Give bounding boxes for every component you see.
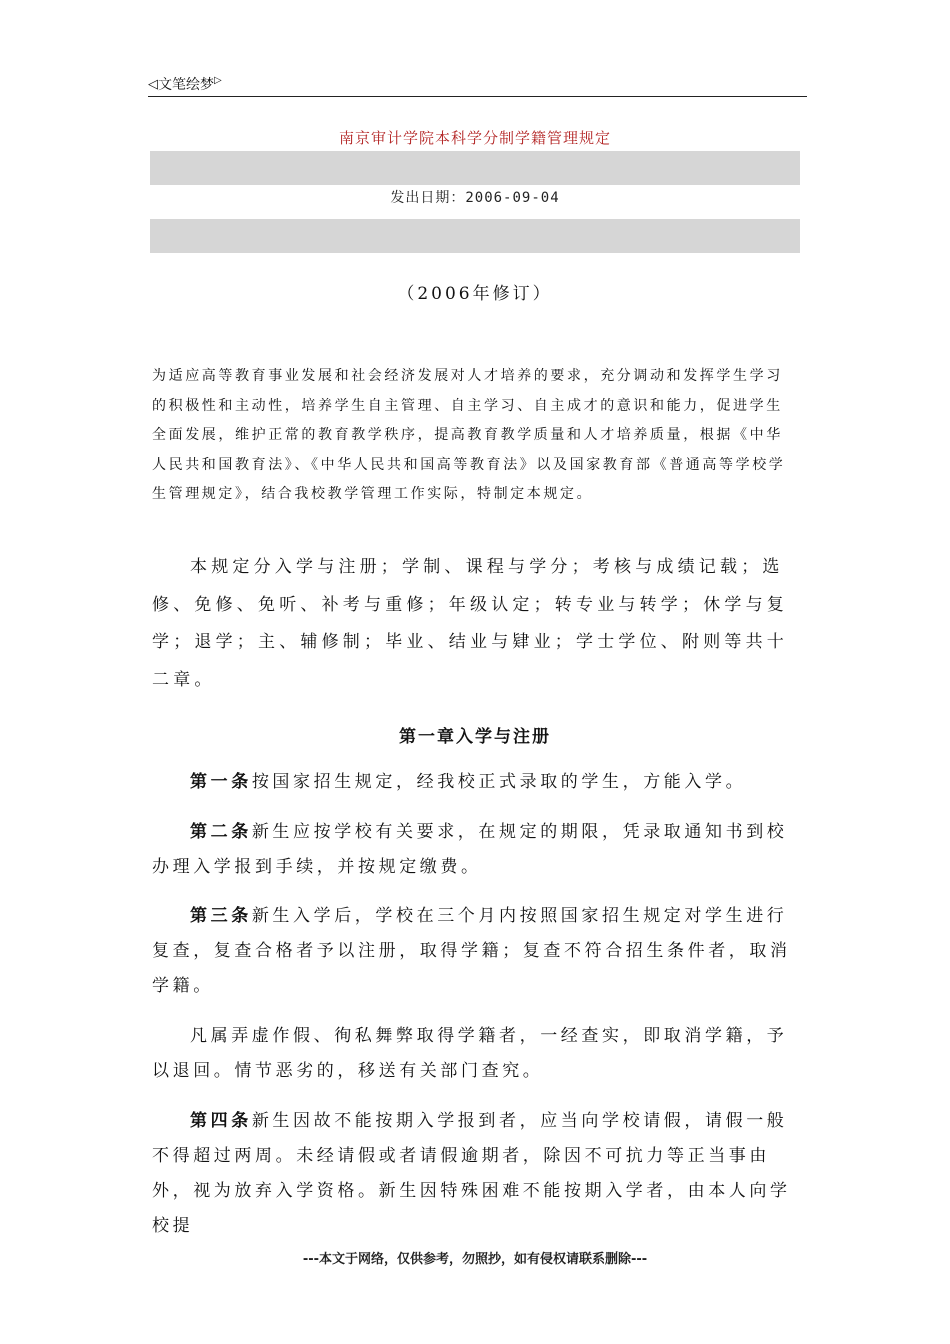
revision-note: （2006年修订） [397, 284, 553, 304]
issue-date: 发出日期：2006-09-04 [390, 190, 560, 206]
article-text: 新生因故不能按期入学报到者，应当向学校请假，请假一般不得超过两周。未经请假或者请假逾期者，除因不可抗力等正当事由外，视为放弃入学资格。新生因特殊困难不能按期入学者，由本人向学校提 [152, 1111, 791, 1236]
header-rule [148, 96, 807, 97]
article-2 [152, 815, 800, 885]
article-text: 凡属弄虚作假、徇私舞弊取得学籍者，一经查实，即取消学籍，予以退回。情节恶劣的，移送有关部门查究。 [152, 1026, 788, 1081]
article-3-paragraph-2 [152, 1019, 800, 1089]
article-1 [152, 765, 800, 800]
scope-paragraph: 本规定分入学与注册；学制、课程与学分；考核与成绩记载；选修、免修、免听、补考与重修；年级认定；转专业与转学；休学与复学；退学；主、辅修制；毕业、结业与肄业；学士学位、附则等共十二章。 [152, 557, 788, 690]
article-text: 新生应按学校有关要求，在规定的期限，凭录取通知书到校办理入学报到手续，并按规定缴费。 [152, 822, 788, 877]
chapter-heading: 第一章入学与注册 [399, 727, 551, 747]
page-header [148, 74, 222, 94]
article-4 [152, 1104, 800, 1244]
article-text: 新生入学后，学校在三个月内按照国家招生规定对学生进行复查，复查合格者予以注册，取得学籍；复查不符合招生条件者，取消学籍。 [152, 906, 791, 996]
footer-disclaimer: ---本文于网络，仅供参考，勿照抄，如有侵权请联系删除--- [302, 1252, 648, 1267]
article-3 [152, 899, 800, 1004]
article-label: 第一条 [190, 772, 252, 792]
left-triangle-icon: ◁ [148, 76, 158, 92]
gray-band-bottom [150, 219, 800, 253]
gray-band-top [150, 151, 800, 185]
article-label: 第四条 [190, 1111, 252, 1131]
header-brand: 文笔绘梦 [158, 77, 214, 93]
article-label: 第二条 [190, 822, 252, 842]
intro-paragraph: 为适应高等教育事业发展和社会经济发展对人才培养的要求，充分调动和发挥学生学习的积极性和主动性，培养学生自主管理、自主学习、自主成才的意识和能力，促进学生全面发展，维护正常的教育教学秩序，提高教育教学质量和人才培养质量，根据《中华人民共和国教育法》、《中华人民共和国高等教育法》以及国家教育部《普通高等学校学生管理规定》，结合我校教学管理工作实际，特制定本规定。 [152, 368, 786, 502]
article-label: 第三条 [190, 906, 252, 926]
right-triangle-icon: ▷ [214, 74, 222, 86]
document-title: 南京审计学院本科学分制学籍管理规定 [338, 129, 611, 147]
article-text: 按国家招生规定，经我校正式录取的学生，方能入学。 [251, 772, 747, 792]
